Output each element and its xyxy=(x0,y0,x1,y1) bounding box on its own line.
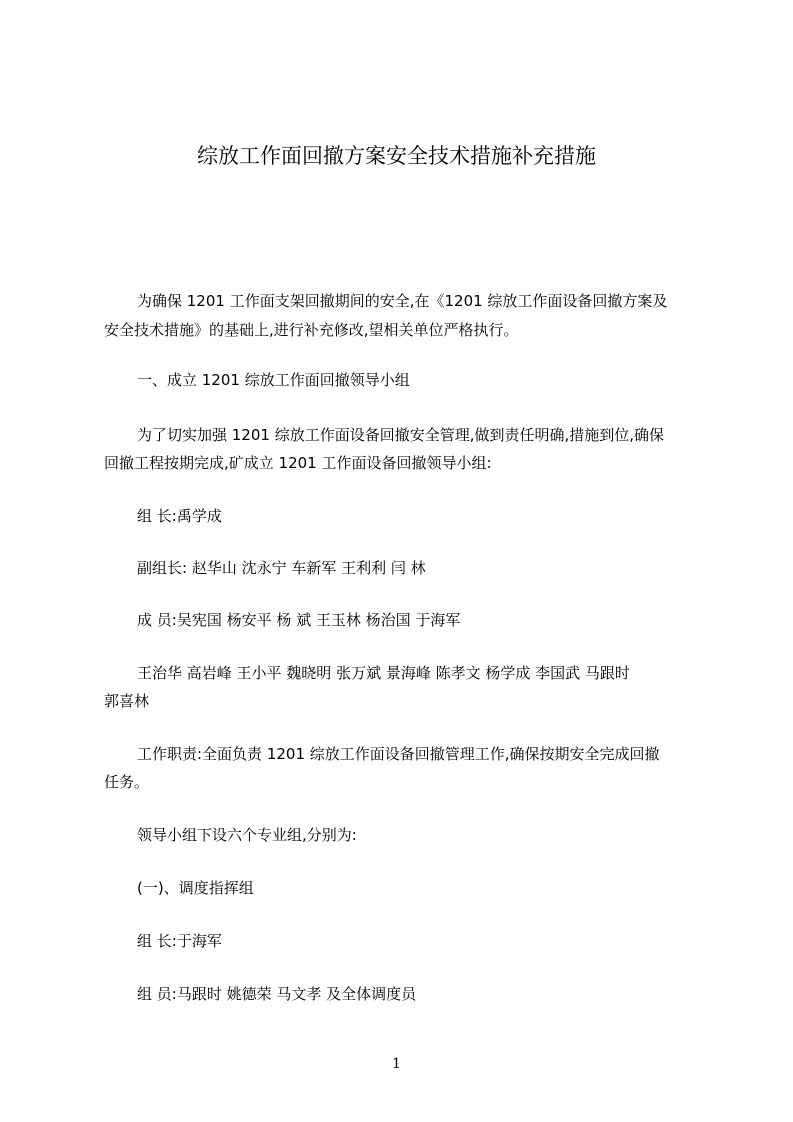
dispatch-group-heading: (一)、调度指挥组 xyxy=(137,879,254,897)
document-title: 综放工作面回撤方案安全技术措施补充措施 xyxy=(197,144,596,168)
subgroups-intro-line: 领导小组下设六个专业组,分别为: xyxy=(137,826,357,844)
paragraph-line-purpose-2: 回撤工程按期完成,矿成立 1201 工作面设备回撤领导小组: xyxy=(104,454,492,472)
deputy-leader-line: 副组长: 赵华山 沈永宁 车新军 王利利 闫 林 xyxy=(137,559,426,577)
dispatch-group-members-line: 组 员:马跟时 姚德荣 马文孝 及全体调度员 xyxy=(137,985,417,1003)
page-number: 1 xyxy=(392,1056,401,1072)
members-line-1: 成 员:吴宪国 杨安平 杨 斌 王玉林 杨治国 于海军 xyxy=(137,611,461,629)
paragraph-line-purpose-1: 为了切实加强 1201 综放工作面设备回撤安全管理,做到责任明确,措施到位,确保 xyxy=(137,426,665,444)
leader-line: 组 长:禹学成 xyxy=(137,507,222,525)
dispatch-group-leader-line: 组 长:于海军 xyxy=(137,932,222,950)
members-line-3: 郭喜林 xyxy=(104,692,150,710)
duties-line-1: 工作职责:全面负责 1201 综放工作面设备回撤管理工作,确保按期安全完成回撤 xyxy=(137,745,660,763)
paragraph-line-intro-1: 为确保 1201 工作面支架回撤期间的安全,在《1201 综放工作面设备回撤方案及 xyxy=(137,292,668,310)
section-heading-1: 一、成立 1201 综放工作面回撤领导小组 xyxy=(137,371,410,389)
paragraph-line-intro-2: 安全技术措施》的基础上,进行补充修改,望相关单位严格执行。 xyxy=(104,321,519,339)
members-line-2: 王治华 高岩峰 王小平 魏晓明 张万斌 景海峰 陈孝文 杨学成 李国武 马跟时 xyxy=(137,664,630,682)
duties-line-2: 任务。 xyxy=(104,773,150,791)
